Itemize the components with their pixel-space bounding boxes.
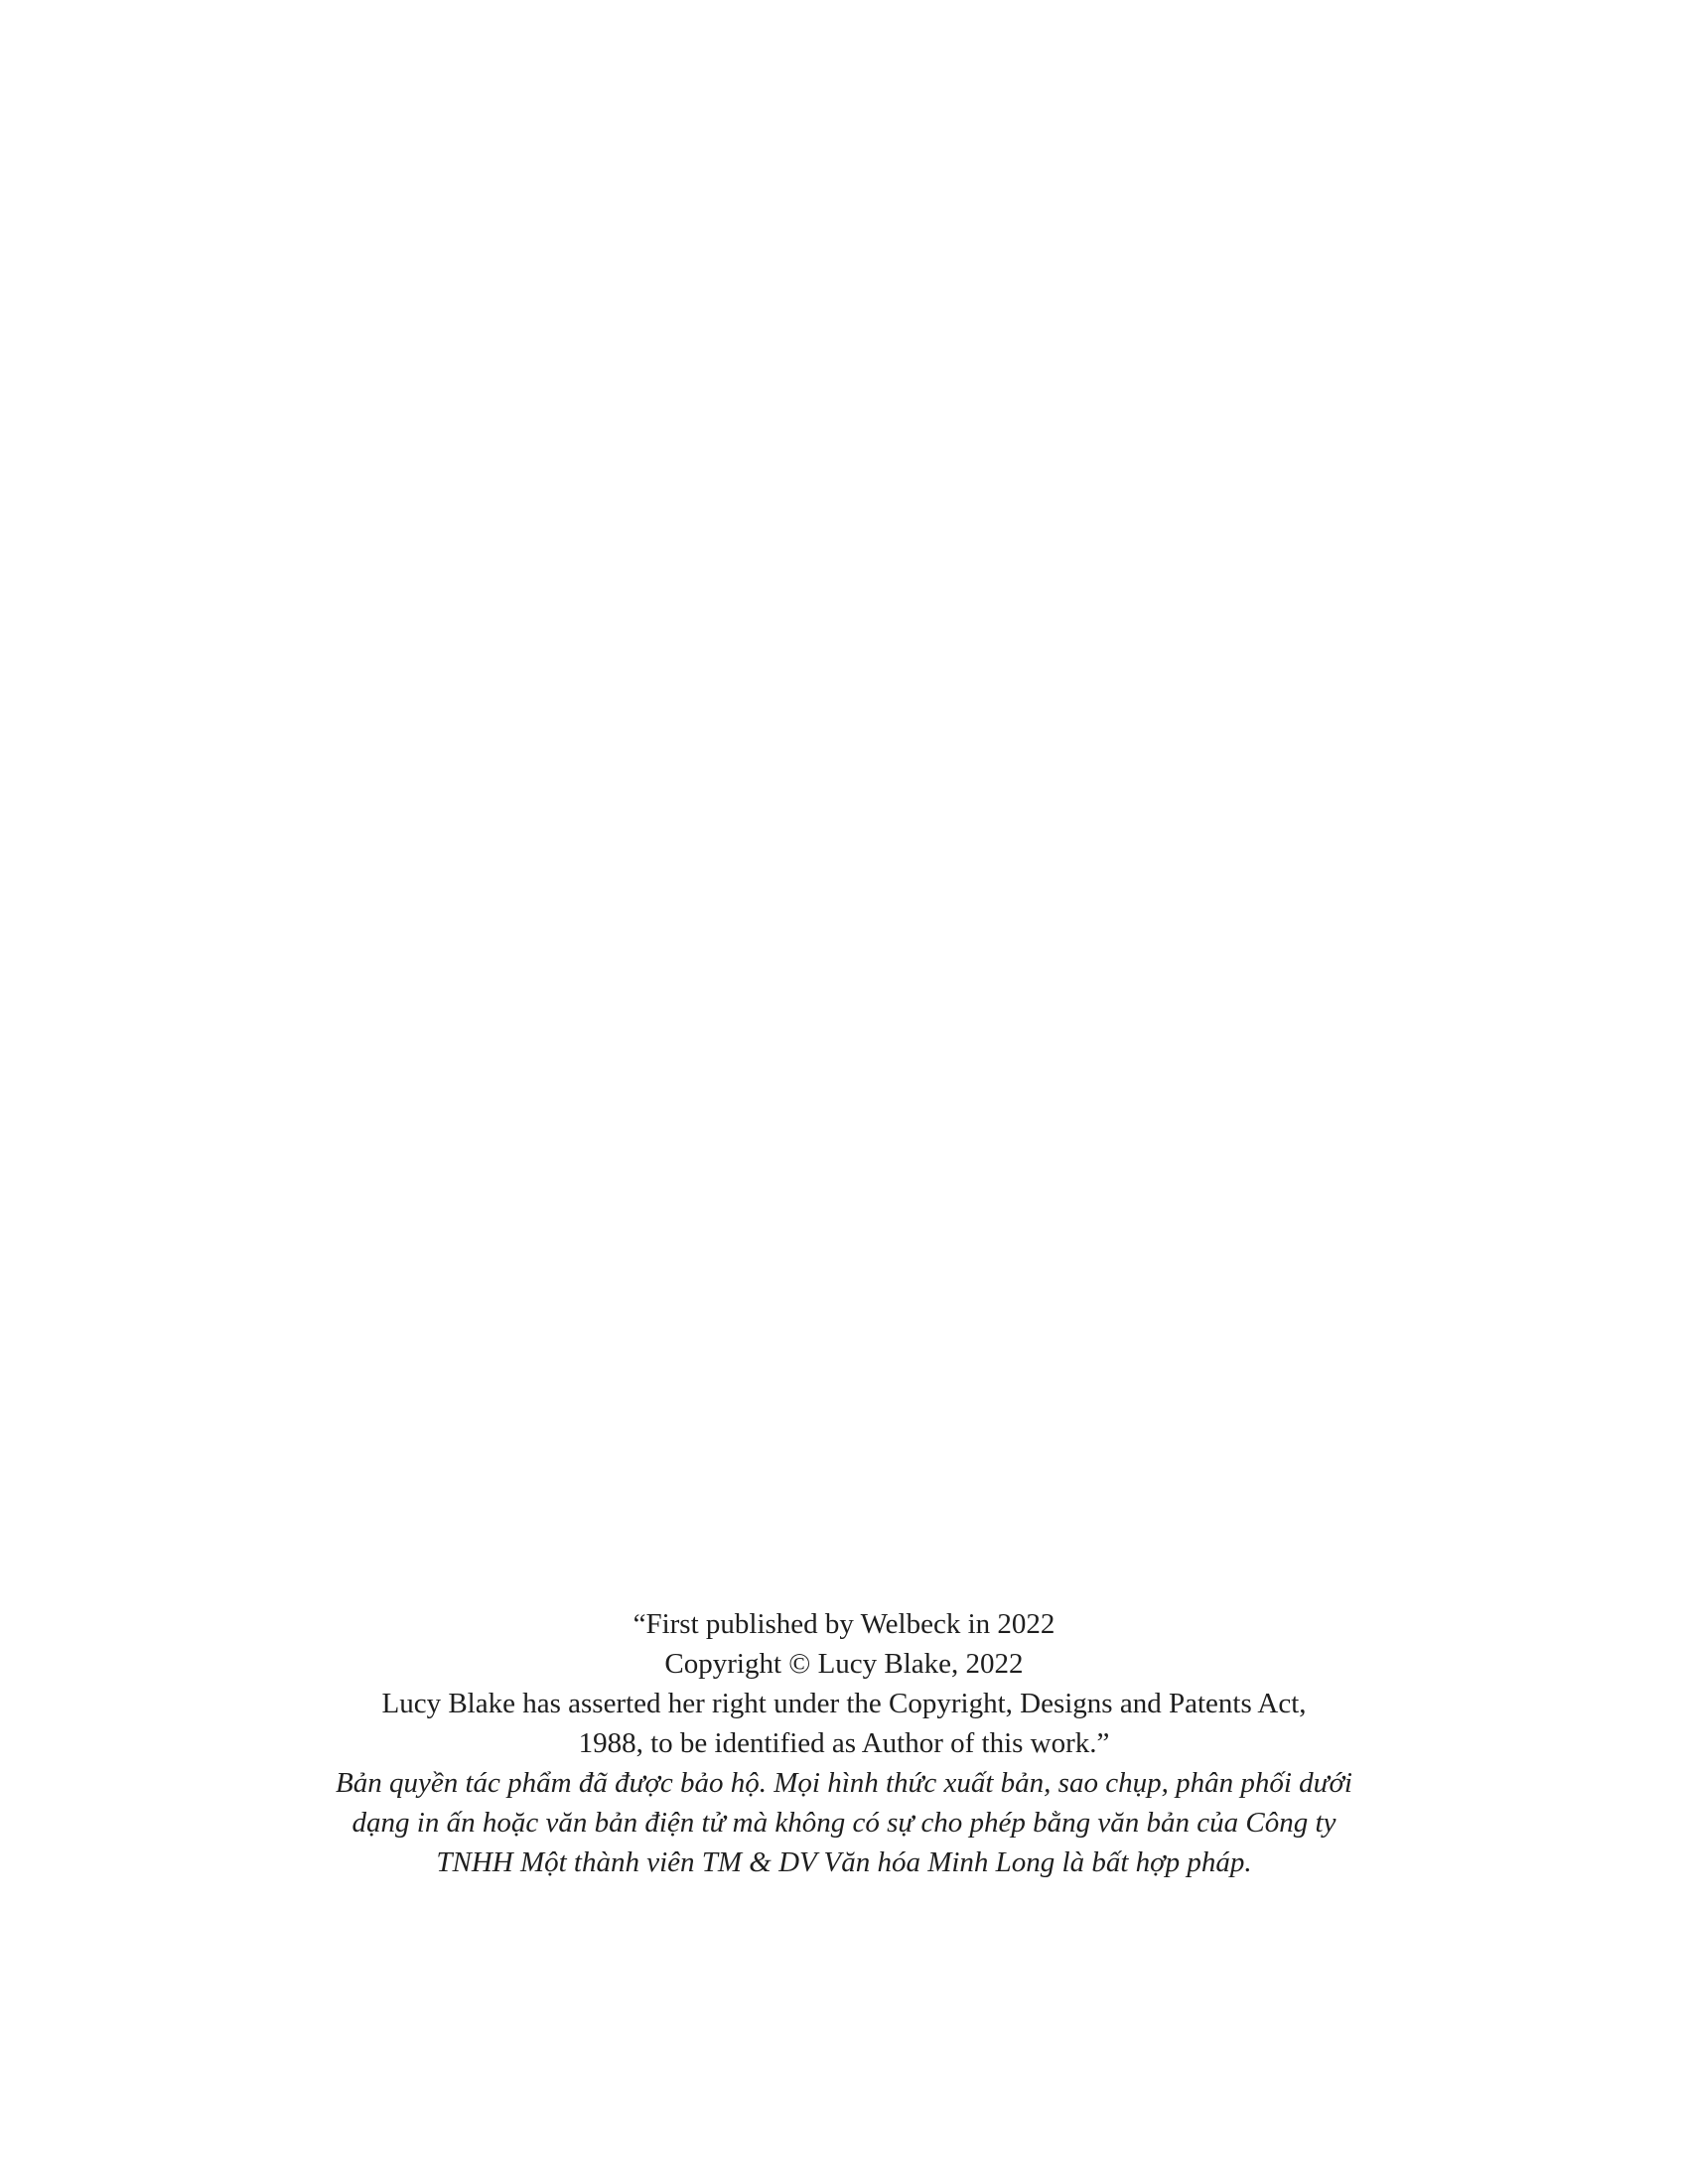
rights-assertion-line-2: 1988, to be identified as Author of this work.” [578,1727,1110,1759]
rights-assertion-paragraph [218,1684,1470,1763]
copyright-line: Copyright © Lucy Blake, 2022 [664,1648,1024,1680]
vietnamese-copyright-paragraph [218,1763,1470,1882]
vietnamese-copyright-line-2: dạng in ấn hoặc văn bản điện tử mà không có sự cho phép bằng văn bản của Công ty [352,1807,1336,1839]
publication-line: “First published by Welbeck in 2022 [633,1608,1055,1640]
vietnamese-copyright-line-3: TNHH Một thành viên TM & DV Văn hóa Minh Long là bất hợp pháp. [436,1846,1252,1878]
copyright-block [218,1604,1470,1882]
rights-assertion-line-1: Lucy Blake has asserted her right under the Copyright, Designs and Patents Act, [381,1688,1307,1719]
vietnamese-copyright-line-1: Bản quyền tác phẩm đã được bảo hộ. Mọi hình thức xuất bản, sao chụp, phân phối dưới [335,1767,1352,1799]
